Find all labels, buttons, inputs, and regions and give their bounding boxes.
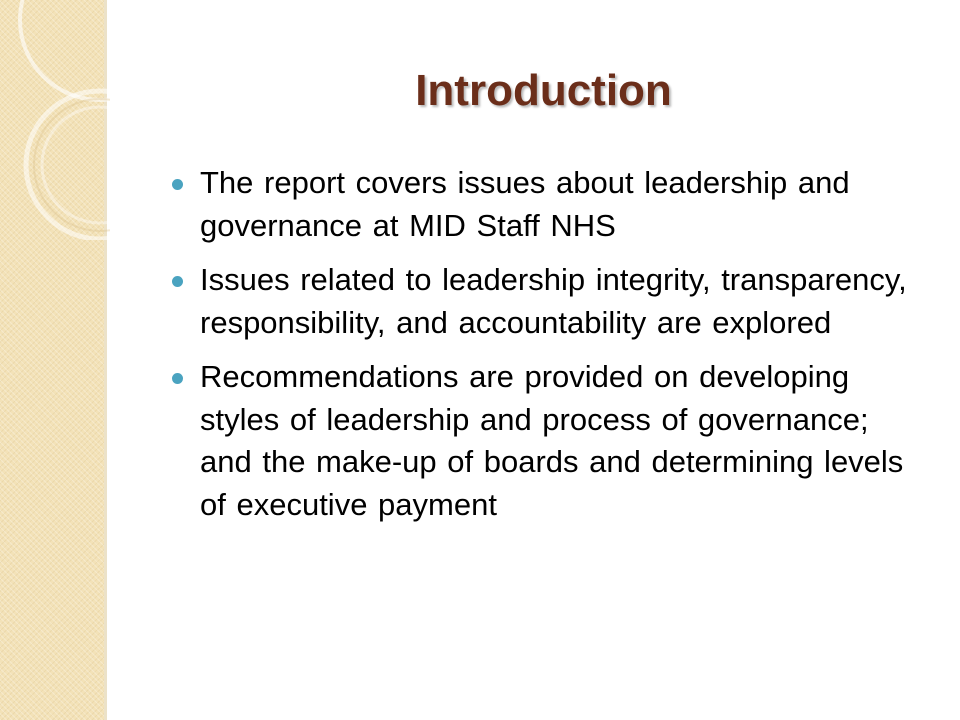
decorative-circle-ring-outer (26, 91, 110, 239)
decorative-circle-ring-inner (42, 107, 110, 223)
bullet-text: Recommendations are provided on developing styles of leadership and process of governance; and the make-up of boards and determining levels of executive payment (200, 359, 904, 522)
bullet-item (170, 259, 930, 344)
bullet-item (170, 356, 930, 526)
bullet-dot-icon (172, 373, 183, 384)
decorative-circles (0, 0, 110, 240)
bullet-dot-icon (172, 276, 183, 287)
decorative-circle-top (20, 0, 110, 100)
slide-title: Introduction (415, 66, 672, 115)
bullet-list (170, 162, 930, 538)
bullet-text: The report covers issues about leadership and governance at MID Staff NHS (200, 165, 850, 243)
bullet-dot-icon (172, 179, 183, 190)
bullet-text: Issues related to leadership integrity, transparency, responsibility, and accountability are explored (200, 262, 907, 340)
bullet-item (170, 162, 930, 247)
